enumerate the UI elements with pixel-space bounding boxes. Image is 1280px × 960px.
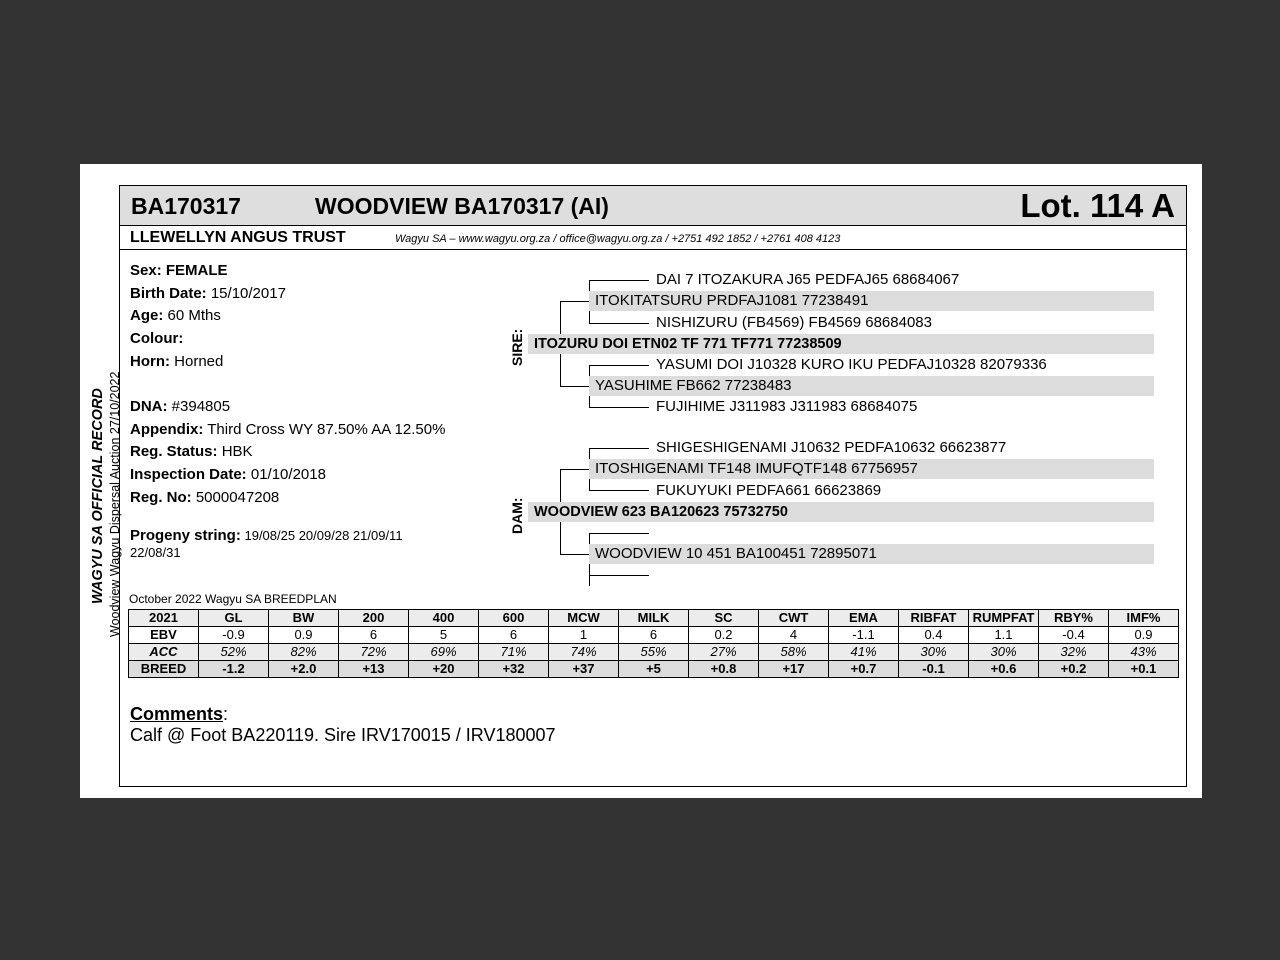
- sire-dam-dam: FUJIHIME J311983 J311983 68684075: [656, 398, 918, 415]
- ebv-row-cell: 5: [409, 627, 479, 644]
- breedplan-header-row-cell: SC: [689, 610, 759, 627]
- ebv-row-cell: -1.1: [829, 627, 899, 644]
- official-record-label: WAGYU SA OFFICIAL RECORD: [90, 388, 106, 604]
- breedplan-header-row: [129, 610, 1179, 627]
- acc-row-cell: 52%: [199, 644, 269, 661]
- ebv-row-cell: EBV: [129, 627, 199, 644]
- breed-row-cell: +0.6: [969, 661, 1039, 678]
- breed-row-cell: +20: [409, 661, 479, 678]
- acc-row-cell: 32%: [1039, 644, 1109, 661]
- breedplan-header-row-cell: RUMPFAT: [969, 610, 1039, 627]
- progeny-string: Progeny string: 19/08/25 20/09/28 21/09/11 22/08/31: [130, 527, 403, 560]
- ebv-row-cell: 6: [619, 627, 689, 644]
- acc-row-cell: 27%: [689, 644, 759, 661]
- owner-bar: [120, 226, 1186, 250]
- header-bar: [120, 186, 1186, 226]
- ebv-row-cell: 0.9: [1109, 627, 1179, 644]
- breedplan-table: [128, 609, 1179, 678]
- breed-row-cell: +5: [619, 661, 689, 678]
- age-value: 60 Mths: [167, 307, 221, 324]
- acc-row-cell: 72%: [339, 644, 409, 661]
- ebv-row-cell: -0.9: [199, 627, 269, 644]
- sire-dam-sire: YASUMI DOI J10328 KURO IKU PEDFAJ10328 82079336: [656, 356, 1047, 373]
- reg-no-value: 5000047208: [195, 489, 280, 506]
- breedplan-header-row-cell: 600: [479, 610, 549, 627]
- breedplan-header-row-cell: CWT: [759, 610, 829, 627]
- breed-row-cell: +32: [479, 661, 549, 678]
- horn-value: Horned: [174, 353, 224, 370]
- acc-row-cell: 30%: [969, 644, 1039, 661]
- breedplan-header-row-cell: 400: [409, 610, 479, 627]
- inspection-date-value: 01/10/2018: [250, 466, 326, 483]
- acc-row-cell: 71%: [479, 644, 549, 661]
- breedplan-header-row-cell: RIBFAT: [899, 610, 969, 627]
- acc-row-cell: 58%: [759, 644, 829, 661]
- breedplan-header-row-cell: GL: [199, 610, 269, 627]
- dam-sire: ITOSHIGENAMI TF148 IMUFQTF148 67756957: [589, 459, 1154, 479]
- animal-name: WOODVIEW BA170317 (AI): [315, 193, 609, 219]
- ebv-row-cell: 0.4: [899, 627, 969, 644]
- breedplan-title: October 2022 Wagyu SA BREEDPLAN: [129, 592, 337, 606]
- ebv-row-cell: 1.1: [969, 627, 1039, 644]
- dam-name: WOODVIEW 623 BA120623 75732750: [528, 502, 1154, 522]
- acc-row-cell: 69%: [409, 644, 479, 661]
- breedplan-header-row-cell: EMA: [829, 610, 899, 627]
- horn-row: Horn: Horned: [130, 353, 224, 370]
- acc-row-cell: 55%: [619, 644, 689, 661]
- sex-row: Sex: FEMALE: [130, 262, 228, 279]
- appendix-row: Appendix: Third Cross WY 87.50% AA 12.50%: [130, 421, 446, 438]
- birth-date-value: 15/10/2017: [210, 285, 286, 302]
- sire-dam-dam-line: [589, 407, 649, 408]
- dam-sire-dam: FUKUYUKI PEDFA661 66623869: [656, 482, 882, 499]
- breed-row-cell: +0.8: [689, 661, 759, 678]
- ebv-row-cell: -0.4: [1039, 627, 1109, 644]
- ebv-row-cell: 6: [479, 627, 549, 644]
- breedplan-header-row-cell: BW: [269, 610, 339, 627]
- dam-dam: WOODVIEW 10 451 BA100451 72895071: [589, 544, 1154, 564]
- sire-sire: ITOKITATSURU PRDFAJ1081 77238491: [589, 291, 1154, 311]
- animal-id: BA170317: [131, 193, 241, 219]
- colour-row: Colour:: [130, 330, 184, 347]
- breed-row-cell: BREED: [129, 661, 199, 678]
- sex-value: FEMALE: [165, 262, 228, 279]
- appendix-value: Third Cross WY 87.50% AA 12.50%: [207, 421, 446, 438]
- breedplan-header-row-cell: 200: [339, 610, 409, 627]
- breed-row-cell: -1.2: [199, 661, 269, 678]
- dam-sire-dam-line: [589, 490, 649, 491]
- ebv-row-cell: 0.2: [689, 627, 759, 644]
- contact-info: Wagyu SA – www.wagyu.org.za / office@wagyu.org.za / +2751 492 1852 / +2761 408 4123: [395, 233, 841, 245]
- acc-row: [129, 644, 1179, 661]
- record-frame: [119, 185, 1187, 787]
- breedplan-header-row-cell: MILK: [619, 610, 689, 627]
- breed-row-cell: +0.2: [1039, 661, 1109, 678]
- dam-sire-sire: SHIGESHIGENAMI J10632 PEDFA10632 66623877: [656, 439, 1007, 456]
- acc-row-cell: 82%: [269, 644, 339, 661]
- sire-sire-sire-line: [589, 280, 649, 281]
- owner-name: LLEWELLYN ANGUS TRUST: [130, 229, 346, 246]
- reg-status-row: Reg. Status: HBK: [130, 443, 253, 460]
- dna-row: DNA: #394805: [130, 398, 231, 415]
- dam-connector-bottom: [560, 554, 590, 555]
- progeny-value: 19/08/25 20/09/28 21/09/11 22/08/31: [130, 528, 403, 560]
- ebv-row-cell: 0.9: [269, 627, 339, 644]
- dam-dam-dam-line: [589, 575, 649, 576]
- breed-row-cell: +0.7: [829, 661, 899, 678]
- auction-label: Woodview Wagyu Dispersal Auction 27/10/2022: [108, 371, 122, 637]
- breedplan-header-row-cell: RBY%: [1039, 610, 1109, 627]
- sire-connector-top: [560, 301, 590, 302]
- breed-row-cell: +0.1: [1109, 661, 1179, 678]
- dna-value: #394805: [171, 398, 231, 415]
- acc-row-cell: 30%: [899, 644, 969, 661]
- breed-row: [129, 661, 1179, 678]
- sire-sire-sire: DAI 7 ITOZAKURA J65 PEDFAJ65 68684067: [656, 271, 960, 288]
- ebv-row-cell: 1: [549, 627, 619, 644]
- ebv-row-cell: 4: [759, 627, 829, 644]
- sire-sire-dam-line: [589, 323, 649, 324]
- breed-row-cell: +37: [549, 661, 619, 678]
- ebv-row: [129, 627, 1179, 644]
- breed-row-cell: -0.1: [899, 661, 969, 678]
- dam-sire-sire-line: [589, 448, 649, 449]
- reg-no-row: Reg. No: 5000047208: [130, 489, 280, 506]
- age-row: Age: 60 Mths: [130, 307, 221, 324]
- sire-dam: YASUHIME FB662 77238483: [589, 376, 1154, 396]
- breed-row-cell: +2.0: [269, 661, 339, 678]
- breedplan-header-row-cell: 2021: [129, 610, 199, 627]
- acc-row-cell: 74%: [549, 644, 619, 661]
- comments-text: Calf @ Foot BA220119. Sire IRV170015 / IRV180007: [130, 725, 556, 745]
- breedplan-header-row-cell: MCW: [549, 610, 619, 627]
- reg-status-value: HBK: [221, 443, 253, 460]
- breed-row-cell: +17: [759, 661, 829, 678]
- birth-date-row: Birth Date: 15/10/2017: [130, 285, 286, 302]
- dam-dam-sire-line: [589, 533, 649, 534]
- dam-connector-top: [560, 469, 590, 470]
- ebv-row-cell: 6: [339, 627, 409, 644]
- breed-row-cell: +13: [339, 661, 409, 678]
- lot-number: Lot. 114 A: [1020, 187, 1175, 224]
- acc-row-cell: 41%: [829, 644, 899, 661]
- sire-name: ITOZURU DOI ETN02 TF 771 TF771 77238509: [528, 334, 1154, 354]
- acc-row-cell: 43%: [1109, 644, 1179, 661]
- dam-label: DAM:: [509, 497, 525, 534]
- sire-dam-sire-line: [589, 365, 649, 366]
- sire-label: SIRE:: [509, 328, 525, 366]
- breedplan-header-row-cell: IMF%: [1109, 610, 1179, 627]
- inspection-date-row: Inspection Date: 01/10/2018: [130, 466, 326, 483]
- comments-heading: Comments:: [130, 704, 229, 724]
- sire-sire-dam: NISHIZURU (FB4569) FB4569 68684083: [656, 314, 932, 331]
- sire-connector-bottom: [560, 386, 590, 387]
- acc-row-cell: ACC: [129, 644, 199, 661]
- certificate-page: [80, 164, 1202, 798]
